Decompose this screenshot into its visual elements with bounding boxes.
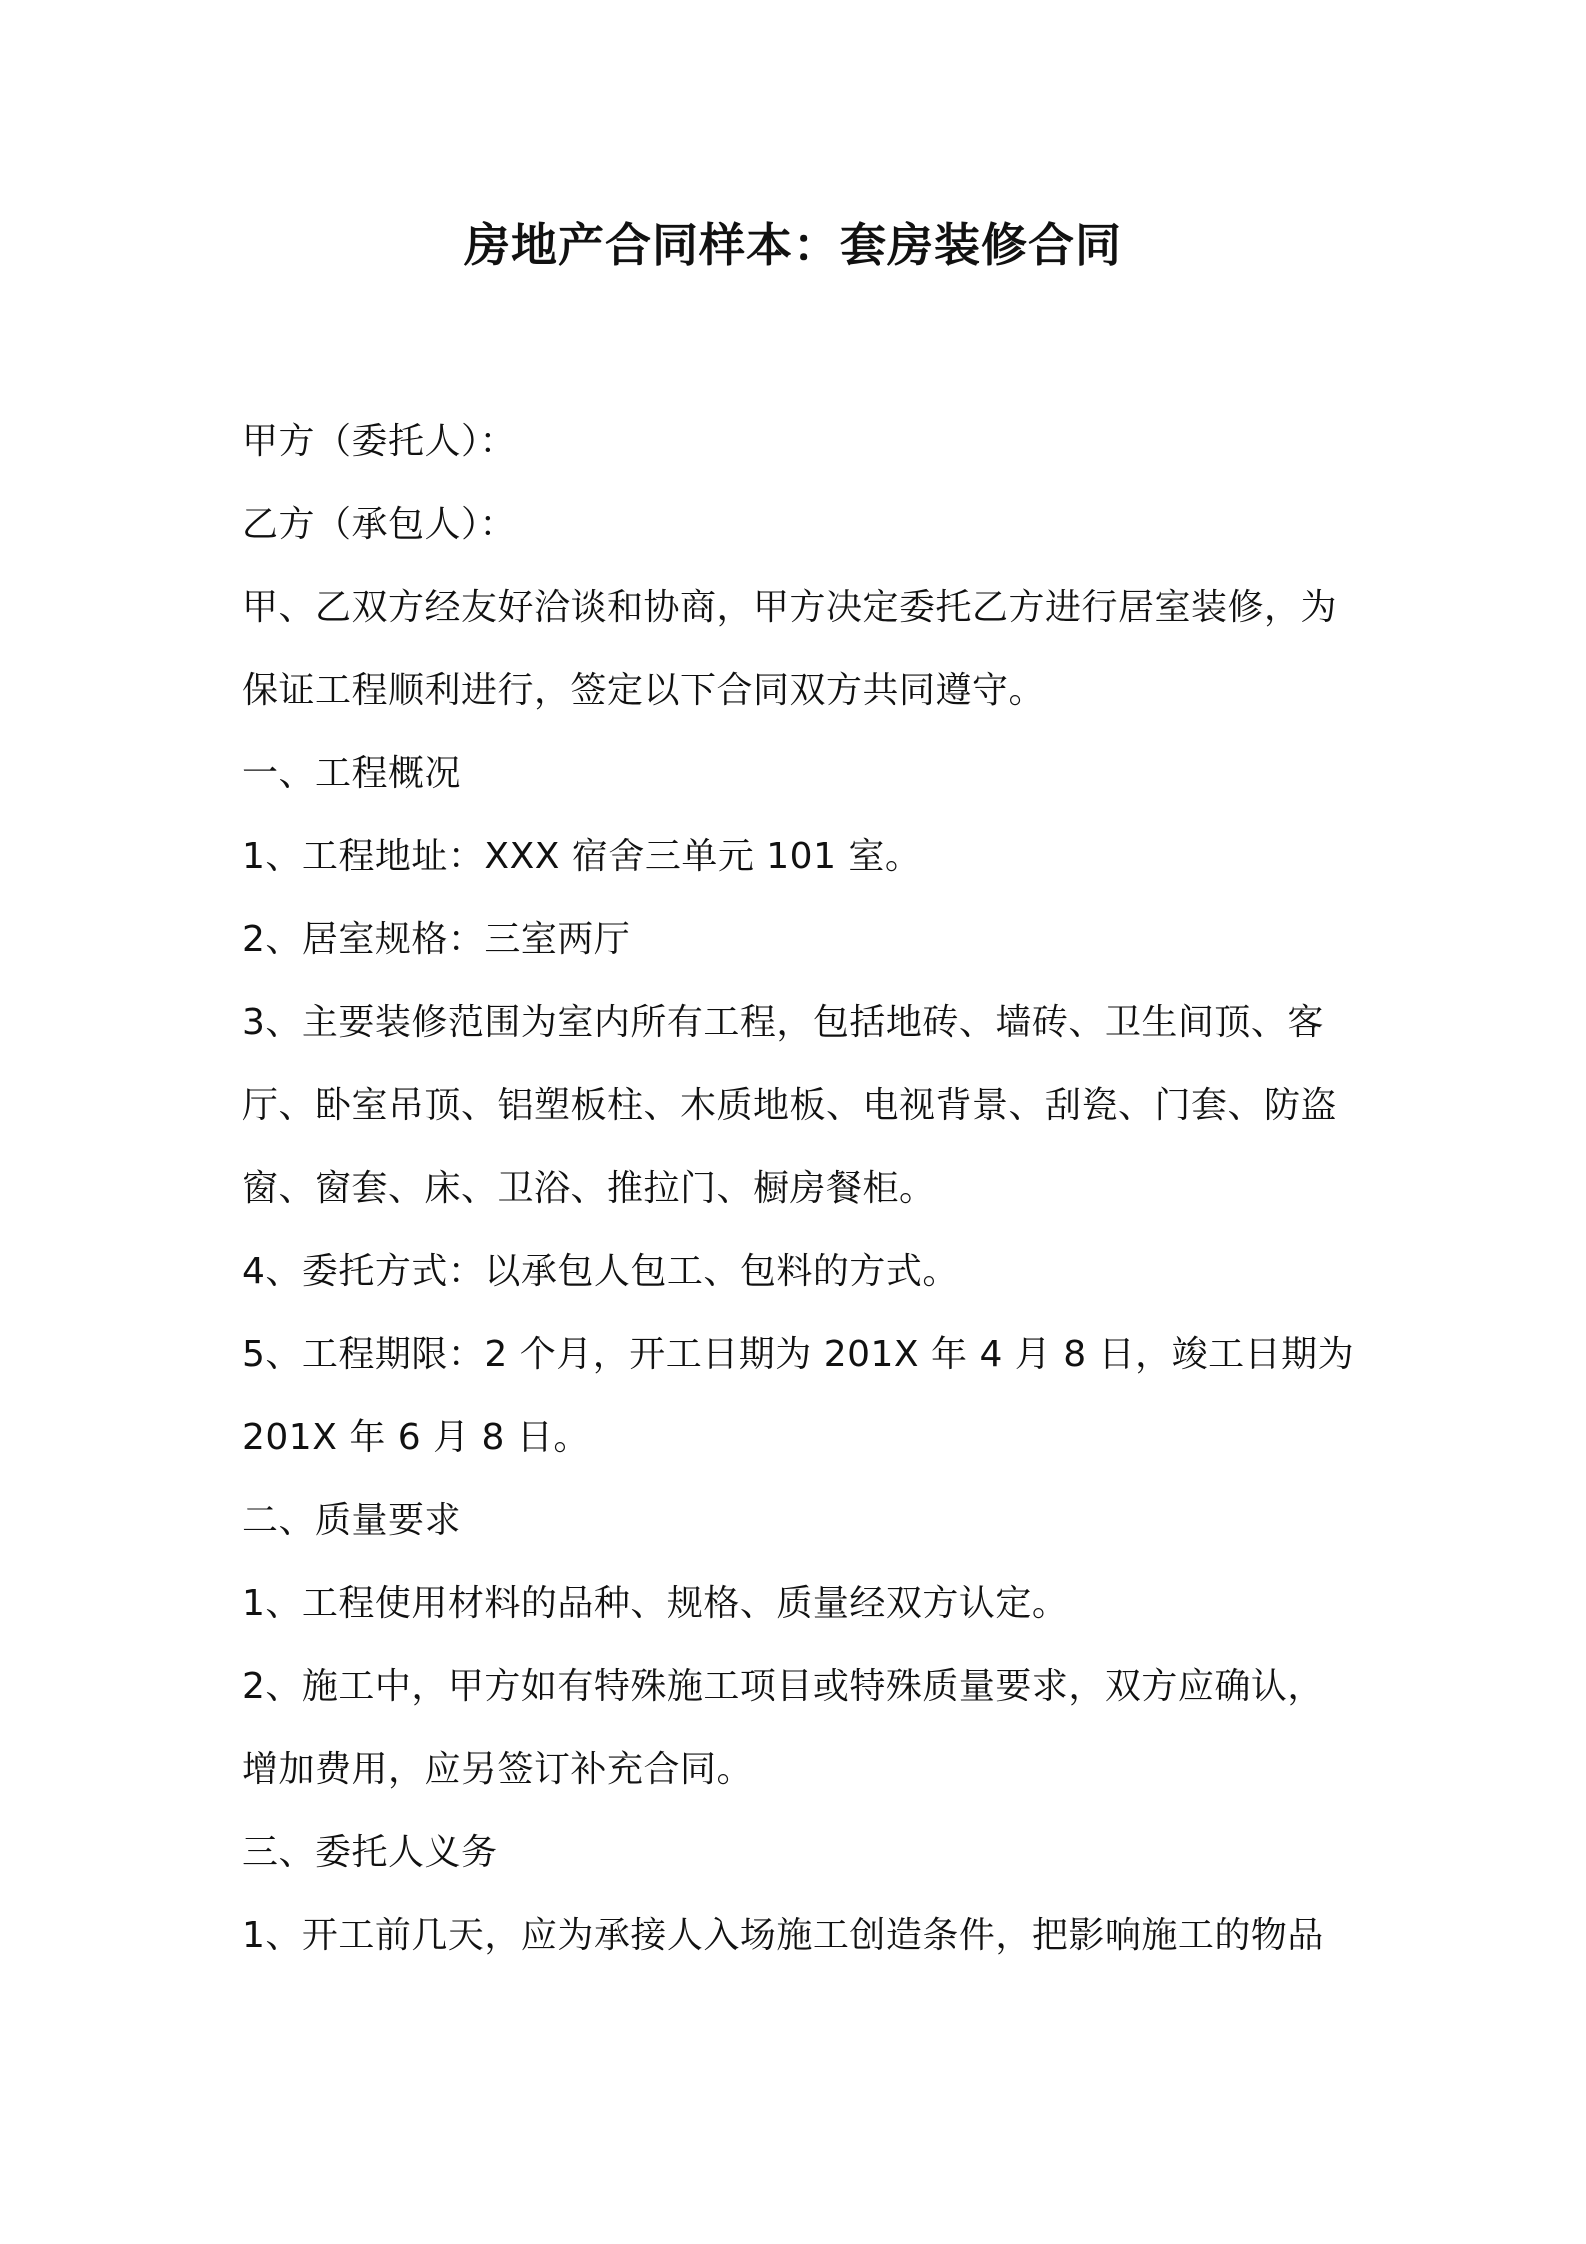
- preamble-line: 甲、乙双方经友好洽谈和协商，甲方决定委托乙方进行居室装修，为: [242, 587, 1338, 628]
- clause-line: 1、工程使用材料的品种、规格、质量经双方认定。: [242, 1583, 1069, 1624]
- clause-line: 1、工程地址：XXX 宿舍三单元 101 室。: [242, 836, 922, 877]
- clause-line: 厅、卧室吊顶、铝塑板柱、木质地板、电视背景、刮瓷、门套、防盗: [242, 1085, 1338, 1126]
- clause-line: 5、工程期限：2 个月，开工日期为 201X 年 4 月 8 日，竣工日期为: [242, 1334, 1355, 1375]
- clause-line: 4、委托方式：以承包人包工、包料的方式。: [242, 1251, 959, 1292]
- section-heading: 二、质量要求: [242, 1500, 462, 1541]
- document-title: 房地产合同样本：套房装修合同: [464, 218, 1122, 272]
- clause-line: 2、居室规格：三室两厅: [242, 919, 631, 960]
- party-a-line: 甲方（委托人）：: [242, 421, 517, 462]
- preamble-line: 保证工程顺利进行，签定以下合同双方共同遵守。: [242, 670, 1046, 711]
- clause-line: 增加费用，应另签订补充合同。: [242, 1749, 754, 1790]
- clause-line: 1、开工前几天，应为承接人入场施工创造条件，把影响施工的物品: [242, 1915, 1324, 1956]
- clause-line: 201X 年 6 月 8 日。: [242, 1417, 590, 1458]
- party-b-line: 乙方（承包人）：: [242, 504, 517, 545]
- clause-line: 3、主要装修范围为室内所有工程，包括地砖、墙砖、卫生间顶、客: [242, 1002, 1324, 1043]
- clause-line: 2、施工中，甲方如有特殊施工项目或特殊质量要求，双方应确认，: [242, 1666, 1324, 1707]
- document-body: [242, 400, 1354, 1977]
- section-heading: 三、委托人义务: [242, 1832, 498, 1873]
- clause-line: 窗、窗套、床、卫浴、推拉门、橱房餐柜。: [242, 1168, 936, 1209]
- section-heading: 一、工程概况: [242, 753, 462, 794]
